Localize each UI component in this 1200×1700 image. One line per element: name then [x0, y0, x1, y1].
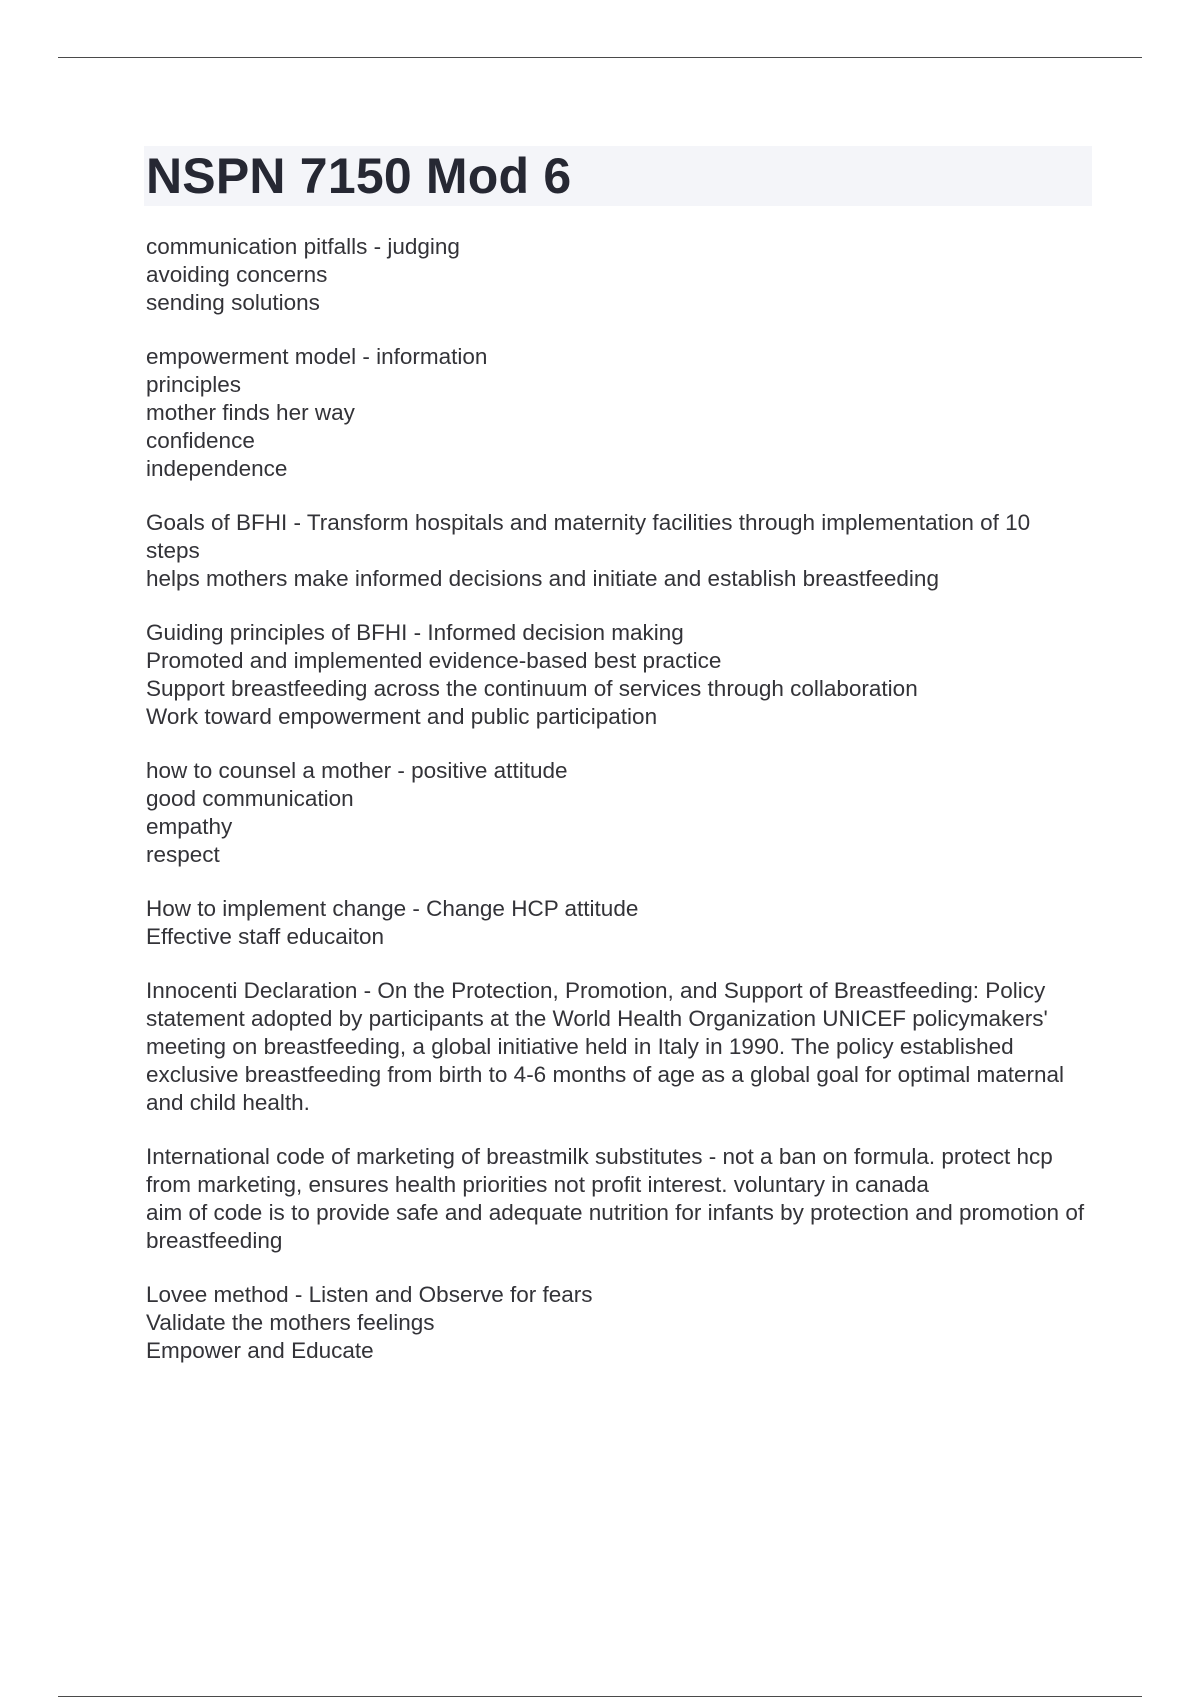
- flashcard: [146, 757, 1086, 869]
- flashcard: [146, 895, 1086, 951]
- card-line: Work toward empowerment and public participation: [146, 704, 658, 729]
- card-line: mother finds her way: [146, 400, 355, 425]
- card-line: Goals of BFHI - Transform hospitals and maternity facilities through implementation of 10 steps: [146, 510, 1031, 563]
- card-line: independence: [146, 456, 288, 481]
- flashcard: [146, 1281, 1086, 1365]
- card-line: respect: [146, 842, 220, 867]
- flashcard-list: [146, 233, 1086, 1391]
- card-line: Promoted and implemented evidence-based best practice: [146, 648, 722, 673]
- card-line: Support breastfeeding across the continuum of services through collaboration: [146, 676, 918, 701]
- card-line: Lovee method - Listen and Observe for fears: [146, 1282, 593, 1307]
- card-line: aim of code is to provide safe and adequate nutrition for infants by protection and promotion of breastfeeding: [146, 1200, 1085, 1253]
- card-line: empowerment model - information: [146, 344, 488, 369]
- card-line: helps mothers make informed decisions and initiate and establish breastfeeding: [146, 566, 939, 591]
- card-line: Effective staff educaiton: [146, 924, 385, 949]
- card-line: confidence: [146, 428, 255, 453]
- card-line: Innocenti Declaration - On the Protection, Promotion, and Support of Breastfeeding: Policy statement adopted by participants at the World Health Organization UNICEF policymakers' meeting on breastfeeding, a global initiative held in Italy in 1990. The policy established exclusive breastfeeding from birth to 4-6 months of age as a global goal for optimal maternal and child health.: [146, 978, 1064, 1115]
- card-line: empathy: [146, 814, 233, 839]
- card-line: sending solutions: [146, 290, 320, 315]
- flashcard: [146, 233, 1086, 317]
- card-line: principles: [146, 372, 242, 397]
- page-title: NSPN 7150 Mod 6: [146, 148, 572, 204]
- top-rule: [58, 57, 1142, 58]
- card-line: International code of marketing of breastmilk substitutes - not a ban on formula. protect hcp from marketing, ensures health priorities not profit interest. voluntary in canada: [146, 1144, 1053, 1197]
- card-line: Empower and Educate: [146, 1338, 374, 1363]
- flashcard: [146, 343, 1086, 483]
- card-line: how to counsel a mother - positive attitude: [146, 758, 568, 783]
- card-line: communication pitfalls - judging: [146, 234, 460, 259]
- card-line: avoiding concerns: [146, 262, 328, 287]
- bottom-rule: [58, 1696, 1142, 1697]
- card-line: Guiding principles of BFHI - Informed decision making: [146, 620, 684, 645]
- card-line: Validate the mothers feelings: [146, 1310, 435, 1335]
- flashcard: [146, 1143, 1086, 1255]
- flashcard: [146, 509, 1086, 593]
- card-line: How to implement change - Change HCP attitude: [146, 896, 639, 921]
- flashcard: [146, 977, 1086, 1117]
- flashcard: [146, 619, 1086, 731]
- card-line: good communication: [146, 786, 354, 811]
